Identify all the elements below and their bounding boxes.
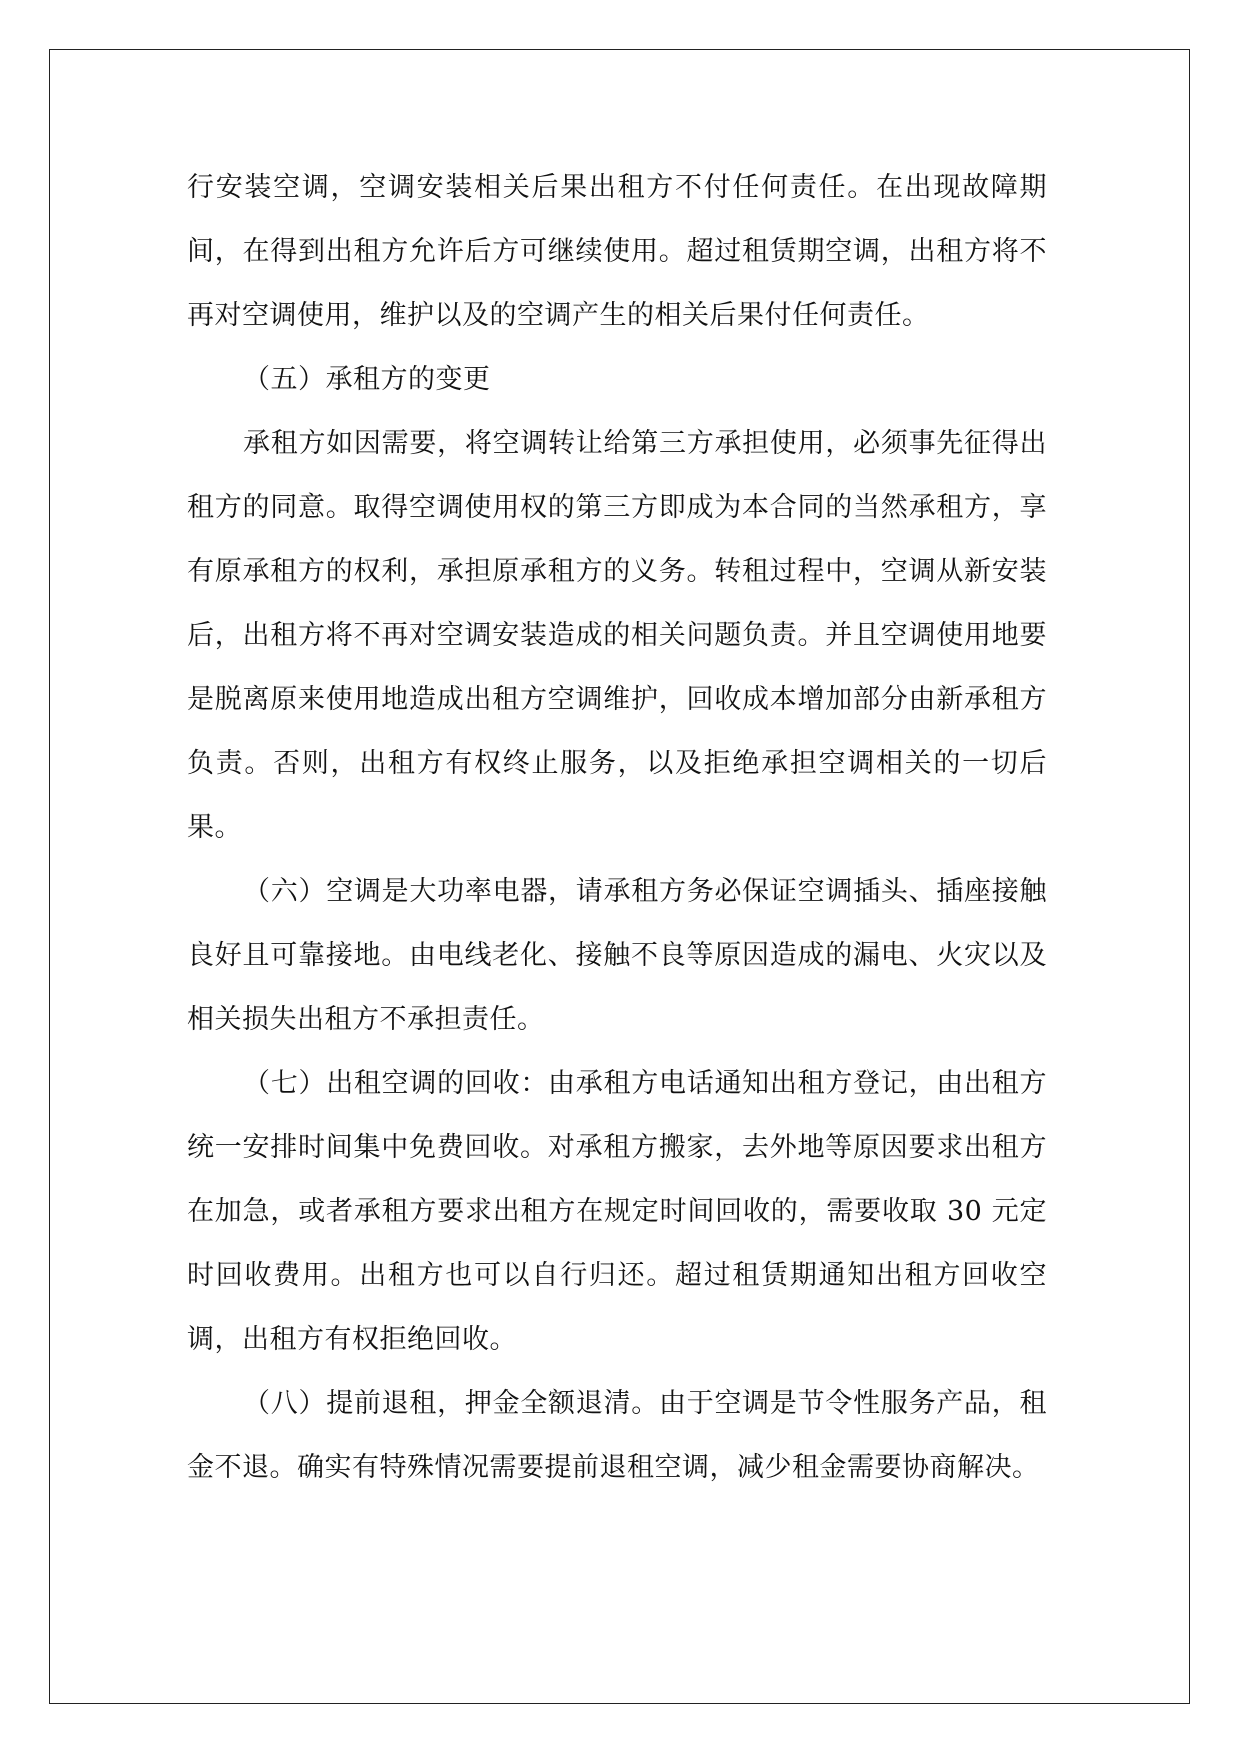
section-heading-five: （五）承租方的变更 [243, 364, 491, 395]
section-eight: （八）提前退租，押金全额退清。由于空调是节令性服务产品，租金不退。确实有特殊情况需要提前退租空调，减少租金需要协商解决。 [187, 1388, 1047, 1483]
paragraph-lessee-change: 承租方如因需要，将空调转让给第三方承担使用，必须事先征得出租方的同意。取得空调使用权的第三方即成为本合同的当然承租方，享有原承租方的权利，承担原承租方的义务。转租过程中，空调从新安装后，出租方将不再对空调安装造成的相关问题负责。并且空调使用地要是脱离原来使用地造成出租方空调维护，回收成本增加部分由新承租方负责。否则，出租方有权终止服务，以及拒绝承担空调相关的一切后果。 [187, 428, 1047, 843]
section-six: （六）空调是大功率电器，请承租方务必保证空调插头、插座接触良好且可靠接地。由电线老化、接触不良等原因造成的漏电、火灾以及相关损失出租方不承担责任。 [187, 876, 1047, 1035]
document-body [187, 156, 1047, 1500]
section-seven: （七）出租空调的回收：由承租方电话通知出租方登记，由出租方统一安排时间集中免费回收。对承租方搬家，去外地等原因要求出租方在加急，或者承租方要求出租方在规定时间回收的，需要收取 30 元定时回收费用。出租方也可以自行归还。超过租赁期通知出租方回收空调，出租方有权拒绝回收。 [187, 1068, 1047, 1355]
paragraph-continuation: 行安装空调，空调安装相关后果出租方不付任何责任。在出现故障期间，在得到出租方允许后方可继续使用。超过租赁期空调，出租方将不再对空调使用，维护以及的空调产生的相关后果付任何责任。 [187, 172, 1047, 331]
